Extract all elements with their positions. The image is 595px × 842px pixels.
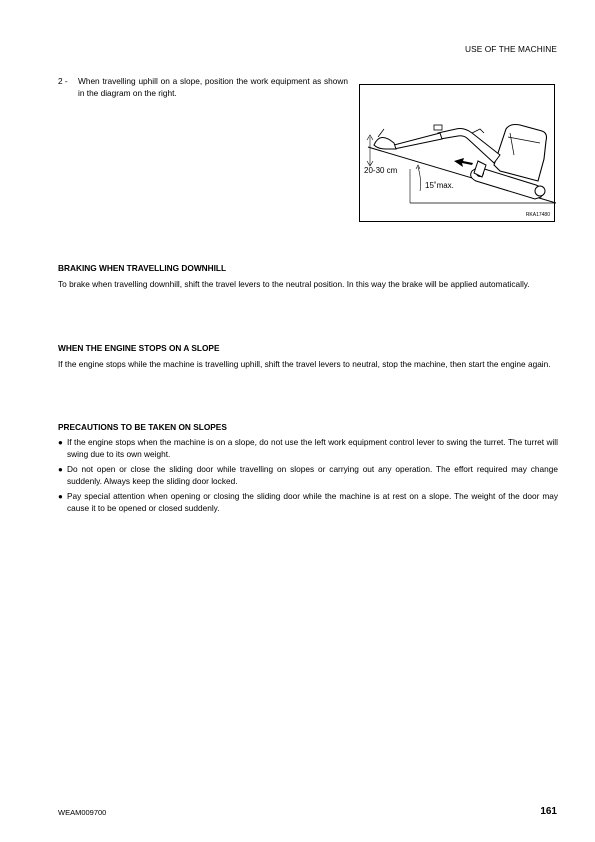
running-header: USE OF THE MACHINE <box>464 44 557 54</box>
list-item <box>58 491 558 514</box>
bullet-icon: ● <box>58 465 63 475</box>
list-item-text: Pay special attention when opening or closing the sliding door while the machine is at rest on a slope. The weight of the door may cause it to be opened or closed suddenly. <box>67 491 558 513</box>
list-item-text: If the engine stops when the machine is on a slope, do not use the left work equipment control lever to swing the turret. The turret will swing due to its own weight. <box>67 437 558 459</box>
list-item-text: Do not open or close the sliding door while travelling on slopes or carrying out any operation. The effort required may change suddenly. Always keep the sliding door locked. <box>67 464 558 486</box>
numbered-item <box>58 76 348 99</box>
braking-text: To brake when travelling downhill, shift the travel levers to the neutral position. In this way the brake will be applied automatically. <box>58 279 530 289</box>
item-number: 2 - <box>58 76 68 86</box>
list-item <box>58 437 558 460</box>
precautions-list <box>58 437 558 519</box>
section-title-braking: BRAKING WHEN TRAVELLING DOWNHILL <box>58 263 227 273</box>
bullet-icon: ● <box>58 492 63 502</box>
item-text: When travelling uphill on a slope, position the work equipment as shown in the diagram on the right. <box>78 76 348 98</box>
travel-direction-arrow-icon <box>454 158 473 167</box>
slope-diagram <box>359 84 555 222</box>
depth-label: 20-30 cm <box>364 166 398 175</box>
page-number: 161 <box>540 806 557 817</box>
list-item <box>58 464 558 487</box>
excavator-slope-illustration <box>360 85 556 223</box>
document-code: WEAM009700 <box>58 808 107 817</box>
engine-stops-text: If the engine stops while the machine is travelling uphill, shift the travel levers to neutral, stop the machine, then start the engine again. <box>58 359 551 369</box>
angle-label: 15˚max. <box>425 181 454 190</box>
section-title-engine-stops: WHEN THE ENGINE STOPS ON A SLOPE <box>58 343 220 353</box>
section-title-precautions: PRECAUTIONS TO BE TAKEN ON SLOPES <box>58 422 227 432</box>
figure-code: RKA17480 <box>525 212 550 218</box>
bullet-icon: ● <box>58 438 63 447</box>
